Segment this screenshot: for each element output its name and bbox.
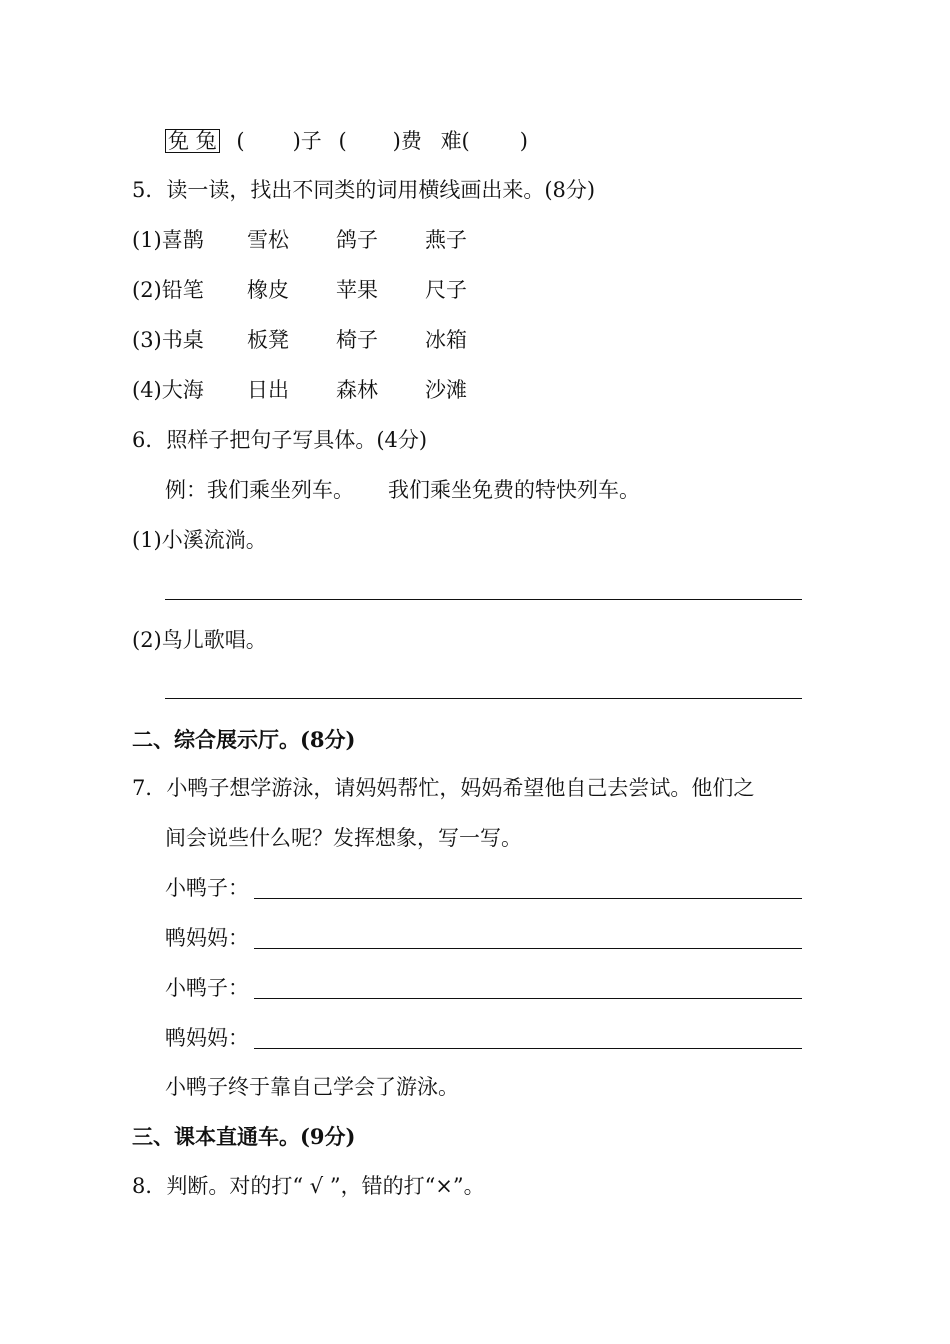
dialogue-answer-line[interactable] [254,898,802,899]
blank-close-3: ) [519,129,528,153]
q5-word[interactable]: 日出 [247,378,289,402]
q7-prompt-line-2: 间会说些什么呢？发挥想象，写一写。 [165,826,522,850]
char-fill-row [165,127,528,155]
q5-word[interactable]: (1)喜鹊 [132,228,204,252]
q6-example: 例：我们乘坐列车。 [165,478,354,502]
dialogue-answer-line[interactable] [254,948,802,949]
q5-word[interactable]: 橡皮 [247,278,289,302]
q7-ending: 小鸭子终于靠自己学会了游泳。 [165,1075,459,1099]
blank-close-2: )费 [392,129,422,153]
dialogue-answer-line[interactable] [254,1048,802,1049]
q5-word[interactable]: 鸽子 [336,228,378,252]
q6-item-1: (1)小溪流淌。 [132,528,267,552]
q5-word[interactable]: (4)大海 [132,378,204,402]
q5-word[interactable]: 尺子 [425,278,467,302]
q5-word[interactable]: 苹果 [336,278,378,302]
q5-word[interactable]: 沙滩 [425,378,467,402]
blank-open-3: 难( [440,129,470,153]
q5-word[interactable]: 椅子 [336,328,378,352]
q8-title: 8．判断。对的打“ √ ”，错的打“×”。 [132,1174,485,1198]
dialogue-speaker: 小鸭子： [165,876,249,900]
q6-answer-line-2[interactable] [165,698,802,699]
q6-title: 6．照样子把句子写具体。(4分) [132,428,428,452]
dialogue-speaker: 鸭妈妈： [165,926,249,950]
q5-word[interactable]: 雪松 [247,228,289,252]
blank-close-1: )子 [292,129,322,153]
q5-word[interactable]: (3)书桌 [132,328,204,352]
dialogue-speaker: 鸭妈妈： [165,1026,249,1050]
boxed-characters: 免 兔 [165,129,220,153]
q5-word[interactable]: (2)铅笔 [132,278,204,302]
dialogue-answer-line[interactable] [254,998,802,999]
dialogue-speaker: 小鸭子： [165,976,249,1000]
blank-open-2: ( [338,129,347,153]
q7-prompt-line-1: 7．小鸭子想学游泳，请妈妈帮忙，妈妈希望他自己去尝试。他们之 [132,776,755,800]
blank-open-1: ( [236,129,245,153]
q5-word[interactable]: 森林 [336,378,378,402]
section-3-heading: 三、课本直通车。(9分) [132,1124,356,1149]
section-2-heading: 二、综合展示厅。(8分) [132,727,356,752]
q5-word[interactable]: 冰箱 [425,328,467,352]
q6-example-answer: 我们乘坐免费的特快列车。 [388,478,640,502]
q6-answer-line-1[interactable] [165,599,802,600]
q5-title: 5．读一读，找出不同类的词用横线画出来。(8分) [132,178,596,202]
q5-word[interactable]: 板凳 [247,328,289,352]
q5-word[interactable]: 燕子 [425,228,467,252]
q6-item-2: (2)鸟儿歌唱。 [132,628,267,652]
